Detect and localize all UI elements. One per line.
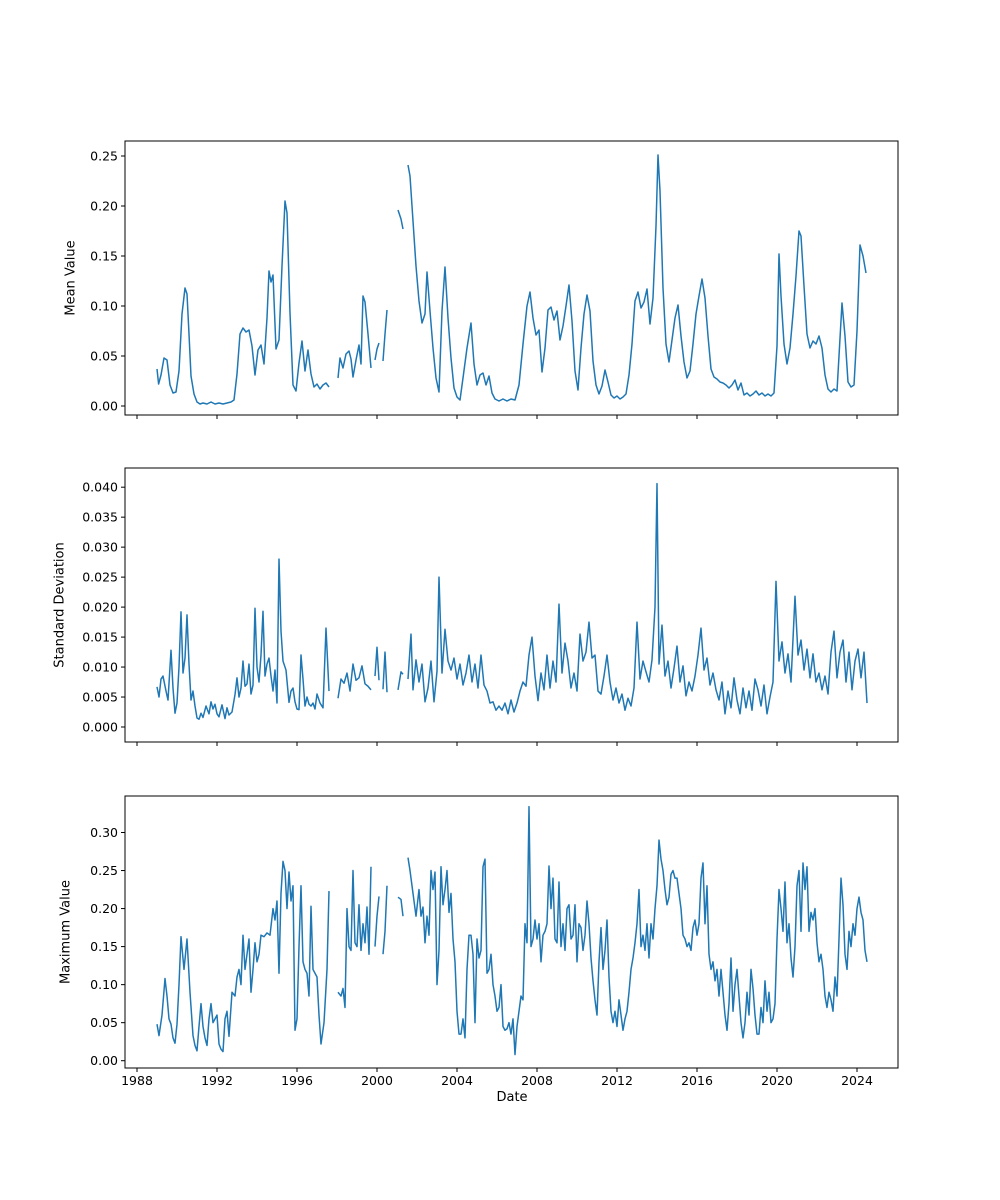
y-tick-label: 0.20 — [90, 900, 118, 916]
y-tick-label: 0.05 — [90, 348, 118, 364]
axes-spines — [125, 141, 898, 415]
x-axis-label-date: Date — [496, 1090, 528, 1105]
y-tick-label: 0.10 — [90, 298, 118, 314]
subplot-max — [90, 796, 898, 1088]
y-axis-label-standard-deviation: Standard Deviation — [52, 542, 68, 668]
std-series-line — [157, 484, 867, 720]
x-tick-label: 2000 — [361, 1073, 393, 1088]
x-tick-label: 2012 — [601, 1073, 633, 1088]
y-tick-label: 0.030 — [82, 539, 118, 555]
y-tick-label: 0.005 — [82, 689, 118, 705]
y-tick-label: 0.00 — [90, 1052, 118, 1068]
y-tick-label: 0.010 — [82, 659, 118, 675]
y-tick-label: 0.035 — [82, 509, 118, 525]
y-axis-label-maximum-value: Maximum Value — [58, 880, 74, 984]
subplot-std — [82, 468, 898, 746]
y-tick-label: 0.000 — [82, 719, 118, 735]
y-tick-label: 0.20 — [90, 198, 118, 214]
x-tick-label: 2008 — [521, 1073, 553, 1088]
subplot-mean — [90, 141, 898, 419]
y-tick-label: 0.00 — [90, 398, 118, 414]
x-tick-label: 1992 — [201, 1073, 233, 1088]
y-tick-label: 0.25 — [90, 862, 118, 878]
y-axis-label-mean-value: Mean Value — [63, 240, 79, 316]
x-tick-label: 2004 — [441, 1073, 473, 1088]
y-tick-label: 0.15 — [90, 938, 118, 954]
y-tick-label: 0.25 — [90, 148, 118, 164]
y-tick-label: 0.05 — [90, 1014, 118, 1030]
x-tick-label: 1996 — [281, 1073, 313, 1088]
y-tick-label: 0.025 — [82, 569, 118, 585]
x-tick-label: 2016 — [681, 1073, 713, 1088]
max-series-line — [157, 807, 867, 1055]
y-tick-label: 0.040 — [82, 479, 118, 495]
y-tick-label: 0.10 — [90, 976, 118, 992]
x-tick-label: 2020 — [761, 1073, 793, 1088]
y-tick-label: 0.015 — [82, 629, 118, 645]
y-tick-label: 0.15 — [90, 248, 118, 264]
x-tick-label: 1988 — [121, 1073, 153, 1088]
x-tick-label: 2024 — [841, 1073, 873, 1088]
mean-series-line — [157, 155, 866, 404]
y-tick-label: 0.020 — [82, 599, 118, 615]
y-tick-label: 0.30 — [90, 824, 118, 840]
